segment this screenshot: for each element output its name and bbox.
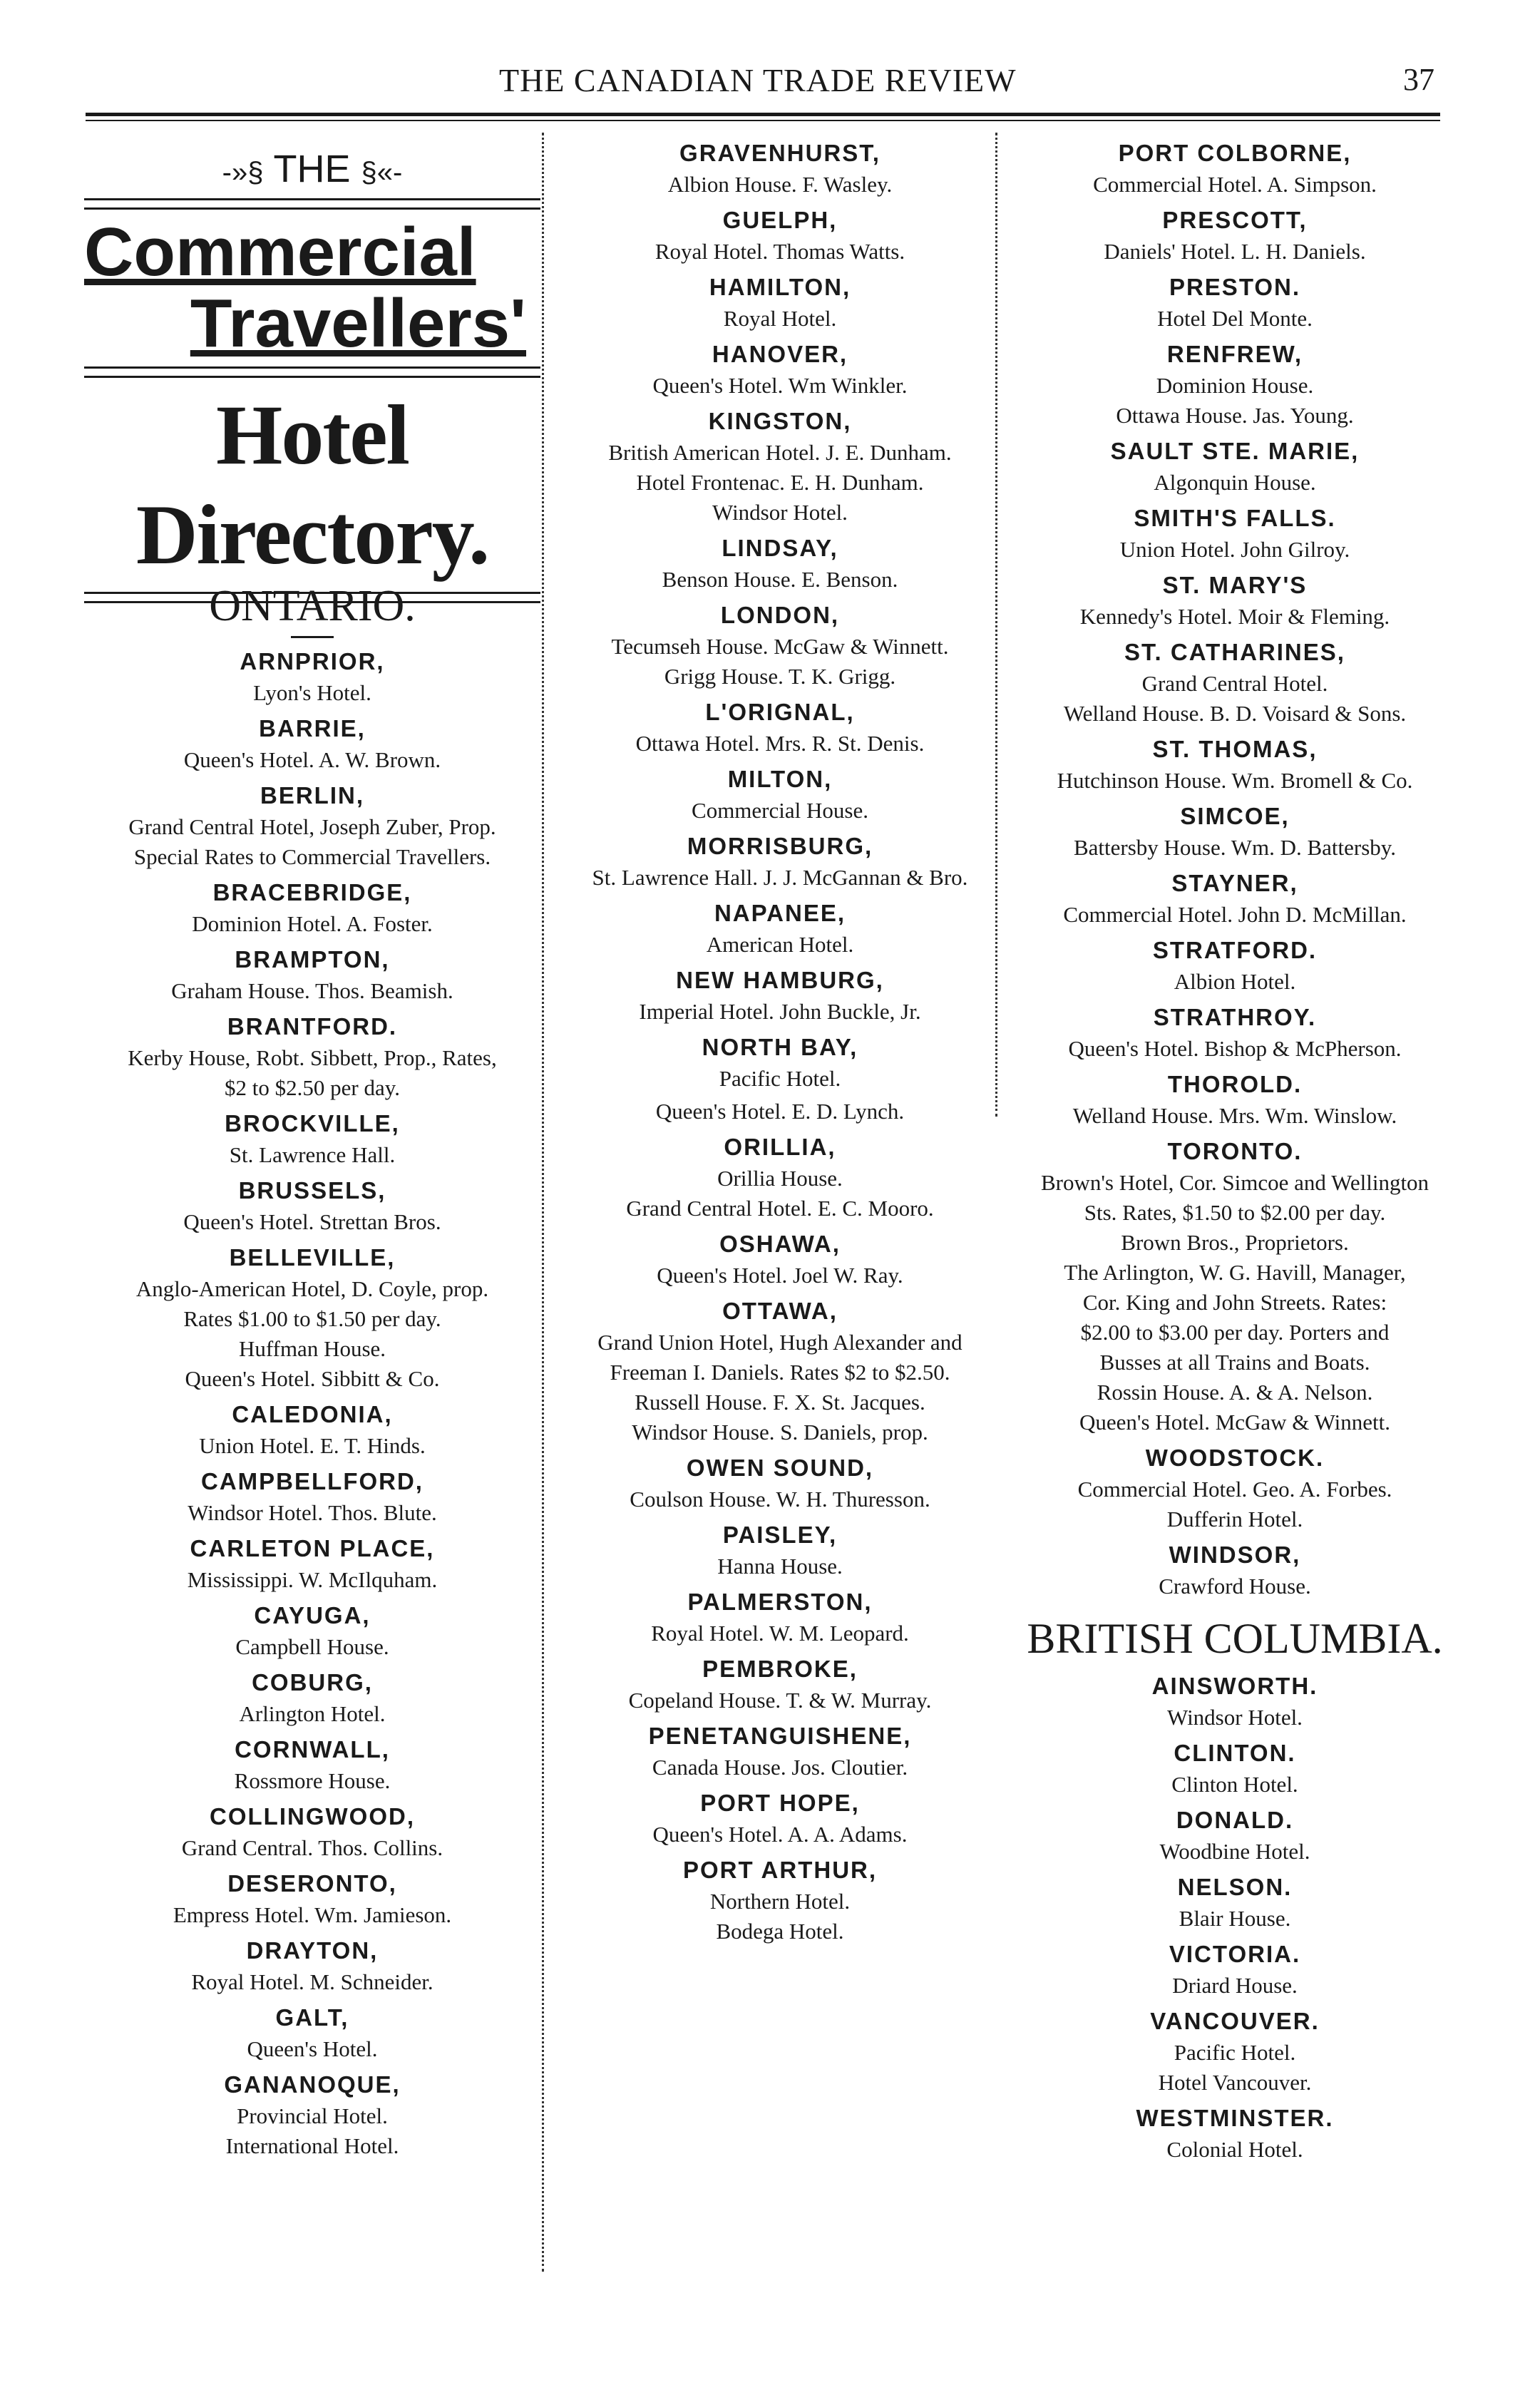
directory-entry [1007,271,1463,334]
town-name: OSHAWA, [719,1231,841,1257]
hotel-listing: Rates $1.00 to $1.50 per day. [183,1306,441,1331]
hotel-listing: St. Lawrence Hall. [229,1142,396,1167]
town-name: WINDSOR, [1169,1542,1301,1568]
town-name: ORILLIA, [724,1134,836,1160]
hotel-listing: Campbell House. [235,1634,389,1659]
masthead-rule [84,198,540,210]
directory-entry [1007,338,1463,431]
hotel-listing: Dufferin Hotel. [1166,1507,1303,1532]
hotel-listing: Queen's Hotel. [247,2036,378,2061]
town-name: BROCKVILLE, [225,1110,400,1137]
town-name: VICTORIA. [1169,1941,1301,1967]
directory-entry [84,1398,540,1461]
hotel-listing: Mississippi. W. McIlquham. [187,1567,438,1592]
hotel-listing: Commercial Hotel. Geo. A. Forbes. [1077,1477,1392,1502]
hotel-listing: Brown's Hotel, Cor. Simcoe and Wellington [1040,1170,1429,1195]
hotel-listing: Arlington Hotel. [239,1701,386,1726]
town-name: RENFREW, [1166,341,1303,367]
town-name: LINDSAY, [722,535,838,561]
hotel-listing: Special Rates to Commercial Travellers. [133,844,491,869]
town-name: PRESCOTT, [1162,207,1308,233]
hotel-listing: Freeman I. Daniels. Rates $2 to $2.50. [610,1360,950,1385]
town-name: PALMERSTON, [687,1589,873,1615]
directory-entry [84,1010,540,1103]
directory-entry [84,712,540,775]
town-name: BRANTFORD. [227,1013,398,1040]
town-name: WESTMINSTER. [1136,2105,1334,2131]
directory-entry [552,1131,1008,1224]
directory-entry [84,1733,540,1796]
hotel-listing: Northern Hotel. [709,1889,851,1914]
directory-entry [84,1599,540,1662]
directory-entry [1007,1670,1463,1733]
directory-entry [552,137,1008,200]
directory-entry [552,338,1008,401]
hotel-listing: Busses at all Trains and Boats. [1099,1350,1370,1375]
directory-entry [552,964,1008,1027]
section-heading-ontario: ONTARIO. [209,582,416,630]
town-name: MILTON, [727,766,833,792]
directory-entry [84,779,540,872]
directory-entry [84,1174,540,1237]
town-name: CAMPBELLFORD, [201,1468,423,1494]
directory-entry [552,696,1008,759]
hotel-listing: Dominion Hotel. A. Foster. [192,911,433,936]
town-name: ST. THOMAS, [1152,736,1318,762]
directory-entry [1007,1068,1463,1131]
hotel-listing: Brown Bros., Proprietors. [1121,1230,1349,1255]
directory-entry [1007,800,1463,863]
hotel-listing: Grand Central Hotel. E. C. Mooro. [626,1196,934,1221]
directory-entry [552,830,1008,893]
directory-entry [1007,867,1463,930]
directory-entry [552,532,1008,595]
town-name: PORT ARTHUR, [682,1857,878,1883]
page-number: 37 [1403,62,1434,97]
town-name: ST. CATHARINES, [1124,639,1345,665]
town-name: ARNPRIOR, [240,648,385,675]
hotel-listing: The Arlington, W. G. Havill, Manager, [1064,1260,1406,1285]
town-name: OWEN SOUND, [686,1455,874,1481]
hotel-listing: Dominion House. [1156,373,1314,398]
masthead-hotel-directory: Hotel Directory. [135,387,489,582]
hotel-listing: Grigg House. T. K. Grigg. [664,664,896,689]
directory-entry [84,1867,540,1930]
directory-entry [1007,1871,1463,1934]
town-name: NORTH BAY, [702,1034,858,1060]
hotel-listing: Daniels' Hotel. L. H. Daniels. [1104,239,1366,264]
town-name: HAMILTON, [709,274,851,300]
column-divider-1 [542,133,544,2272]
hotel-listing: Windsor House. S. Daniels, prop. [632,1420,928,1445]
directory-entry [552,1854,1008,1947]
town-name: WOODSTOCK. [1145,1445,1325,1471]
masthead-rule-2 [84,366,540,378]
masthead-commercial: Commercial [84,214,476,290]
directory-entry [552,1586,1008,1648]
ornament-right: §«- [361,157,403,188]
directory-entry [1007,435,1463,498]
hotel-listing: Huffman House. [238,1336,386,1361]
town-name: NEW HAMBURG, [676,967,884,993]
directory-entry [84,1532,540,1595]
directory-entry [84,1107,540,1170]
town-name: BARRIE, [259,715,366,742]
directory-entry [1007,2102,1463,2165]
town-name: VANCOUVER. [1150,2008,1320,2034]
hotel-listing: Benson House. E. Benson. [662,567,898,592]
directory-entry [1007,1938,1463,2001]
town-name: TORONTO. [1167,1138,1303,1164]
town-name: DONALD. [1176,1807,1294,1833]
town-name: BRAMPTON, [235,946,390,973]
hotel-listing: Commercial House. [692,798,868,823]
directory-entry [552,1228,1008,1291]
town-name: SAULT STE. MARIE, [1110,438,1360,464]
column-middle [552,133,1008,2356]
directory-entry [84,645,540,708]
hotel-listing: Driard House. [1172,1973,1298,1998]
directory-entry [1007,2005,1463,2098]
hotel-listing: Coulson House. W. H. Thuresson. [630,1487,930,1512]
hotel-listing: Queen's Hotel. Sibbitt & Co. [185,1366,440,1391]
hotel-listing: Rossmore House. [234,1768,391,1793]
town-name: PAISLEY, [722,1522,838,1548]
hotel-listing: Pacific Hotel. [1174,2040,1296,2065]
directory-entry [1007,204,1463,267]
directory-entry [552,271,1008,334]
directory-entry [84,1465,540,1528]
directory-entry [552,1097,1008,1127]
hotel-listing: Queen's Hotel. Bishop & McPherson. [1068,1036,1402,1061]
column-left [84,133,540,2356]
town-name: CLINTON. [1174,1740,1296,1766]
hotel-listing: Hotel Vancouver. [1158,2070,1312,2095]
hotel-listing: Battersby House. Wm. D. Battersby. [1073,835,1396,860]
town-name: SMITH'S FALLS. [1134,505,1336,531]
masthead-the-text: THE [273,148,351,190]
hotel-listing: Grand Central. Thos. Collins. [181,1835,443,1860]
hotel-listing: Queen's Hotel. Wm Winkler. [652,373,908,398]
hotel-listing: Commercial Hotel. John D. McMillan. [1063,902,1407,927]
hotel-listing: Welland House. Mrs. Wm. Winslow. [1072,1103,1397,1128]
town-name: COBURG, [252,1669,373,1696]
hotel-listing: Royal Hotel. W. M. Leopard. [651,1621,909,1646]
column-right [1007,133,1463,2356]
town-name: KINGSTON, [708,408,852,434]
hotel-listing: Royal Hotel. M. Schneider. [191,1969,433,1994]
page-header [0,0,1540,114]
directory-entry [552,204,1008,267]
directory-entry [552,405,1008,528]
hotel-listing: Tecumseh House. McGaw & Winnett. [611,634,949,659]
directory-entry [552,1787,1008,1850]
town-name: LONDON, [720,602,840,628]
directory-entry [1007,1001,1463,1064]
town-name: OTTAWA, [722,1298,838,1324]
town-name: BERLIN, [260,782,364,809]
hotel-listing: Windsor Hotel. [1167,1705,1303,1730]
hotel-listing: Queen's Hotel. A. A. Adams. [652,1822,908,1847]
hotel-listing: Clinton Hotel. [1171,1772,1298,1797]
town-name: STRATFORD. [1152,937,1318,963]
masthead-travellers: Travellers' [190,285,526,361]
town-name: DRAYTON, [246,1937,379,1964]
directory-entry [84,876,540,939]
masthead-the [84,133,540,191]
town-name: GALT, [275,2004,349,2031]
hotel-listing: Queen's Hotel. McGaw & Winnett. [1079,1410,1390,1435]
hotel-listing: Queen's Hotel. Joel W. Ray. [657,1263,903,1288]
hotel-listing: International Hotel. [225,2133,399,2158]
hotel-listing: Hotel Frontenac. E. H. Dunham. [636,470,924,495]
directory-entry [84,1800,540,1863]
directory-entry [1007,569,1463,632]
hotel-listing: $2.00 to $3.00 per day. Porters and [1080,1320,1390,1345]
town-name: CARLETON PLACE, [190,1535,435,1561]
masthead-rule-3 [84,592,540,603]
hotel-listing: Crawford House. [1159,1574,1311,1599]
town-name: COLLINGWOOD, [210,1803,415,1830]
directory-entry [84,1241,540,1394]
running-title: THE CANADIAN TRADE REVIEW [499,62,1017,98]
header-rule-thin [86,120,1440,121]
hotel-listing: Lyon's Hotel. [253,680,371,705]
hotel-listing: Hutchinson House. Wm. Bromell & Co. [1057,768,1413,793]
directory-entry [84,2001,540,2064]
header-rule [86,113,1440,116]
section-dash [291,636,334,638]
hotel-listing: Bodega Hotel. [716,1919,844,1944]
directory-entry [552,599,1008,692]
directory-entry [1007,1442,1463,1534]
town-name: PORT COLBORNE, [1118,140,1352,166]
hotel-listing: Anglo-American Hotel, D. Coyle, prop. [135,1276,489,1301]
hotel-listing: Grand Central Hotel, Joseph Zuber, Prop. [128,814,496,839]
hotel-listing: Blair House. [1179,1906,1291,1931]
town-name: PRESTON. [1169,274,1301,300]
town-name: CALEDONIA, [232,1401,393,1427]
hotel-listing: Woodbine Hotel. [1159,1839,1310,1864]
hotel-listing: Algonquin House. [1154,470,1316,495]
directory-entry [552,1452,1008,1514]
hotel-listing: Russell House. F. X. St. Jacques. [635,1390,925,1415]
hotel-listing: British American Hotel. J. E. Dunham. [608,440,952,465]
hotel-listing: Sts. Rates, $1.50 to $2.00 per day. [1084,1200,1386,1225]
town-name: MORRISBURG, [687,833,873,859]
hotel-listing: Ottawa House. Jas. Young. [1116,403,1354,428]
hotel-listing: Windsor Hotel. [712,500,848,525]
right-entry-list [1007,137,1463,1601]
town-name: PORT HOPE, [700,1790,860,1816]
hotel-listing: Albion Hotel. [1174,969,1296,994]
directory-entry [1007,934,1463,997]
town-name: BELLEVILLE, [229,1244,396,1271]
hotel-listing: Queen's Hotel. A. W. Brown. [183,747,441,772]
town-name: CORNWALL, [235,1736,390,1763]
directory-entry [84,1666,540,1729]
directory-entry [1007,1135,1463,1437]
town-name: NELSON. [1177,1874,1293,1900]
town-name: BRUSSELS, [238,1177,386,1204]
town-name: BRACEBRIDGE, [212,879,412,906]
hotel-listing: Grand Union Hotel, Hugh Alexander and [597,1330,962,1355]
town-name: GRAVENHURST, [679,140,881,166]
directory-masthead [84,133,540,582]
hotel-listing: Imperial Hotel. John Buckle, Jr. [639,999,921,1024]
town-name: THOROLD. [1167,1071,1303,1097]
hotel-listing: Copeland House. T. & W. Murray. [628,1688,932,1713]
town-name: L'ORIGNAL, [705,699,855,725]
hotel-listing: Royal Hotel. Thomas Watts. [654,239,905,264]
hotel-listing: Windsor Hotel. Thos. Blute. [188,1500,437,1525]
town-name: AINSWORTH. [1151,1673,1318,1699]
directory-entry [552,1031,1008,1094]
directory-entry [84,2068,540,2161]
hotel-listing: Kennedy's Hotel. Moir & Fleming. [1079,604,1390,629]
hotel-listing: Provincial Hotel. [237,2103,388,2128]
directory-entry [552,1295,1008,1447]
town-name: CAYUGA, [254,1602,371,1629]
directory-entry [1007,733,1463,796]
hotel-listing: Queen's Hotel. E. D. Lynch. [655,1099,905,1124]
directory-entry [1007,1539,1463,1601]
hotel-listing: Hotel Del Monte. [1157,306,1313,331]
hotel-listing: Rossin House. A. & A. Nelson. [1097,1380,1373,1405]
hotel-listing: Welland House. B. D. Voisard & Sons. [1063,701,1407,726]
hotel-listing: St. Lawrence Hall. J. J. McGannan & Bro. [592,865,968,890]
town-name: GUELPH, [722,207,838,233]
hotel-listing: Union Hotel. John Gilroy. [1119,537,1350,562]
hotel-listing: Kerby House, Robt. Sibbett, Prop., Rates, [128,1045,497,1070]
hotel-listing: Graham House. Thos. Beamish. [171,978,453,1003]
town-name: HANOVER, [712,341,848,367]
directory-entry [1007,137,1463,200]
left-entry-list [84,645,540,2161]
hotel-listing: Royal Hotel. [723,306,837,331]
town-name: SIMCOE, [1180,803,1290,829]
hotel-listing: Hanna House. [717,1554,843,1579]
directory-entry [552,897,1008,960]
hotel-listing: Cor. King and John Streets. Rates: [1082,1290,1387,1315]
hotel-listing: Canada House. Jos. Cloutier. [652,1755,908,1780]
directory-entry [84,943,540,1006]
directory-entry [1007,1737,1463,1800]
directory-entry [1007,1804,1463,1867]
section-heading-british-columbia: BRITISH COLUMBIA. [1027,1615,1443,1662]
town-name: DESERONTO, [227,1870,397,1897]
directory-entry [1007,502,1463,565]
town-name: GANANOQUE, [224,2071,401,2098]
hotel-listing: American Hotel. [706,932,854,957]
directory-entry [552,1519,1008,1581]
town-name: ST. MARY'S [1162,572,1308,598]
hotel-listing: Pacific Hotel. [719,1066,841,1091]
hotel-listing: Orillia House. [717,1166,843,1191]
town-name: PENETANGUISHENE, [648,1723,912,1749]
town-name: PEMBROKE, [702,1656,858,1682]
hotel-listing: Commercial Hotel. A. Simpson. [1093,172,1377,197]
bc-entry-list [1007,1670,1463,2165]
hotel-listing: Colonial Hotel. [1166,2137,1303,2162]
hotel-listing: Albion House. F. Wasley. [667,172,893,197]
town-name: STRATHROY. [1153,1004,1317,1030]
directory-entry [552,763,1008,826]
directory-entry [1007,636,1463,729]
middle-entry-list [552,137,1008,1947]
hotel-listing: Empress Hotel. Wm. Jamieson. [173,1902,452,1927]
hotel-listing: Grand Central Hotel. [1141,671,1328,696]
hotel-listing: Union Hotel. E. T. Hinds. [199,1433,426,1458]
hotel-listing: Queen's Hotel. Strettan Bros. [183,1209,441,1234]
hotel-listing: $2 to $2.50 per day. [225,1075,400,1100]
directory-entry [84,1934,540,1997]
hotel-listing: Ottawa Hotel. Mrs. R. St. Denis. [635,731,925,756]
directory-entry [552,1653,1008,1715]
town-name: NAPANEE, [714,900,846,926]
directory-entry [552,1720,1008,1783]
town-name: STAYNER, [1171,870,1298,896]
ornament-left: -»§ [222,157,264,188]
